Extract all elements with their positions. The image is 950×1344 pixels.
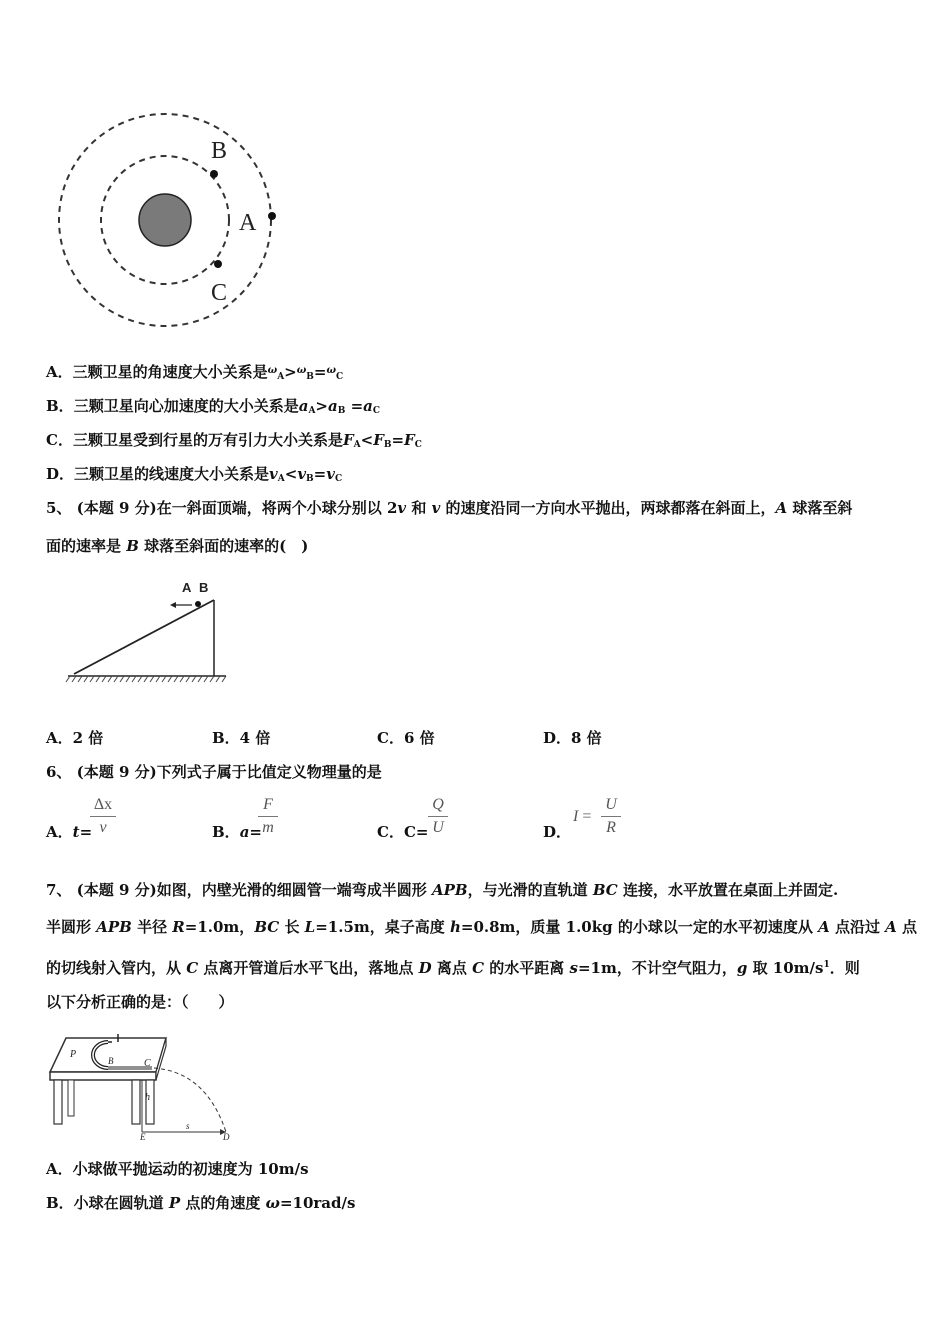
satellite-b [210, 170, 218, 178]
incline-diagram [64, 576, 234, 686]
q6-option-b: B．a= [212, 823, 262, 841]
q4-option-d: D．三颗卫星的线速度大小关系是$v_A<v_B=v_C$ [46, 465, 343, 484]
label-a: A [182, 580, 192, 595]
label-b: B [108, 1056, 114, 1066]
q6-option-c: C．C= [377, 823, 429, 841]
q6-option-a-fraction: Δx v [90, 796, 116, 837]
q4-option-a: A．三颗卫星的角速度大小关系是$^\omega_A$>$^\omega_B$=$^\omega_C$ [46, 363, 344, 382]
label-a: A [239, 210, 257, 236]
q7-stem-line4: 以下分析正确的是：（ ） [46, 993, 234, 1011]
q5-option-c: C．6 倍 [377, 729, 435, 747]
satellite-c [214, 260, 222, 268]
label-h: h [145, 1092, 150, 1103]
q5-stem-line2: 面的速率是 B 球落至斜面的速率的( ) [46, 537, 309, 555]
q6-option-d-fraction: U R [601, 796, 621, 837]
q5-stem-line1: 5、 (本题 9 分)在一斜面顶端，将两个小球分别以 2v 和 v 的速度沿同一方向水平抛出，两球都落在斜面上，A 球落至斜 [46, 499, 853, 517]
label-b: B [211, 138, 228, 164]
q7-stem-line3: 的切线射入管内，从 C 点离开管道后水平飞出，落地点 D 离点 C 的水平距离 s=1m，不计空气阻力，g 取 $10m/s^1$．则 [46, 959, 860, 977]
q6-option-a: A．t= [46, 823, 93, 841]
q5-option-d: D．8 倍 [543, 729, 602, 747]
q4-option-c: C．三颗卫星受到行星的万有引力大小关系是$F_A<F_B=F_C$ [46, 431, 422, 450]
planet [139, 194, 191, 246]
label-p: P [70, 1049, 77, 1060]
q7-stem-line1: 7、 (本题 9 分)如图，内壁光滑的细圆管一端弯成半圆形 APB，与光滑的直轨道 BC 连接，水平放置在桌面上并固定. [46, 881, 839, 899]
table-diagram [46, 1028, 242, 1142]
label-d: D [223, 1132, 230, 1142]
label-c: C [211, 280, 228, 306]
q7-stem-line2: 半圆形 APB 半径 R=1.0m，BC 长 L=1.5m，桌子高度 h=0.8m，质量 1.0kg 的小球以一定的水平初速度从 A 点沿过 A 点 [46, 918, 918, 936]
q6-stem: 6、 (本题 9 分)下列式子属于比值定义物理量的是 [46, 763, 382, 781]
q7-option-b: B．小球在圆轨道 P 点的角速度 ω=10rad/s [46, 1194, 356, 1212]
q6-option-d: D． [543, 823, 572, 841]
satellite-a [268, 212, 276, 220]
label-s: s [186, 1121, 190, 1131]
orbit-diagram [55, 110, 285, 335]
q5-option-a: A．2 倍 [46, 729, 104, 747]
q6-option-c-fraction: Q U [428, 796, 448, 837]
label-e: E [140, 1132, 146, 1142]
q6-option-d-lhs: I = [573, 808, 592, 825]
q7-option-a: A．小球做平抛运动的初速度为 10m/s [46, 1160, 309, 1178]
label-b: B [199, 580, 209, 595]
label-c: C [144, 1058, 151, 1069]
q6-option-b-fraction: F m [258, 796, 278, 837]
ball [195, 601, 201, 607]
q5-option-b: B．4 倍 [212, 729, 271, 747]
q4-option-b: B．三颗卫星向心加速度的大小关系是$a_A>a_B =a_C$ [46, 397, 381, 416]
